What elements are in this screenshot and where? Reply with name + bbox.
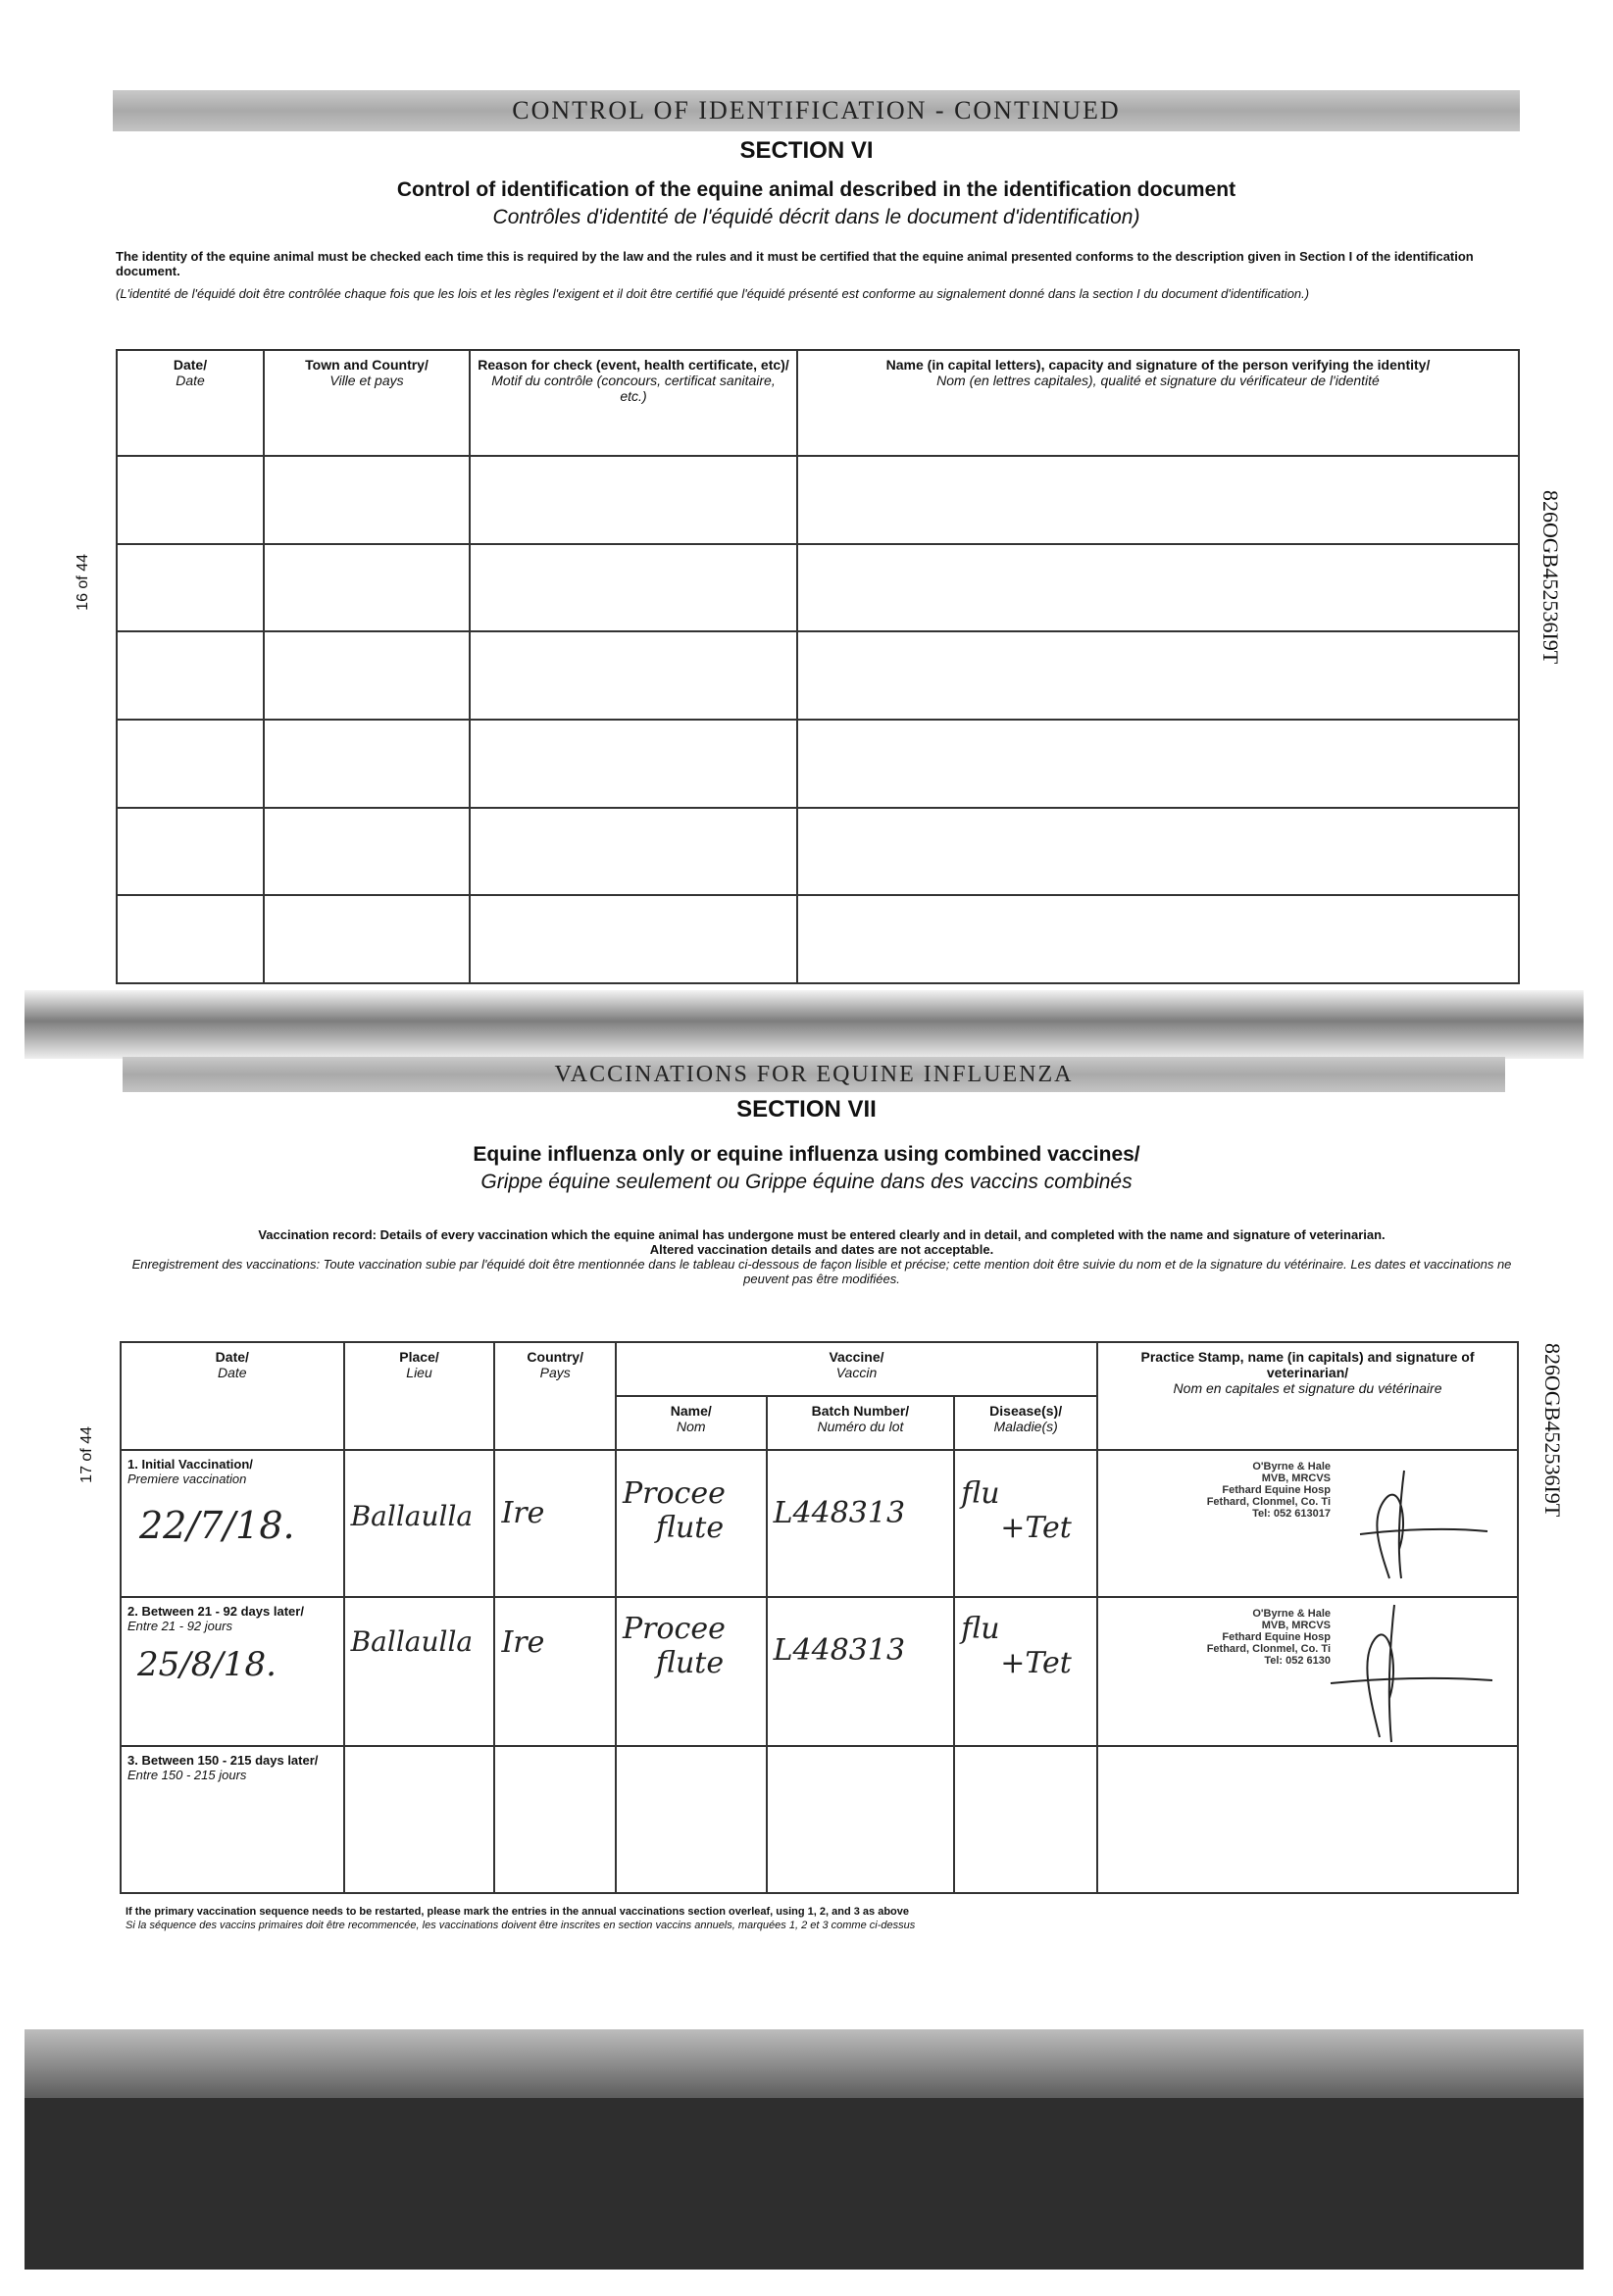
section7-note	[126, 1227, 1518, 1286]
section7-footer-fr: Si la séquence des vaccins primaires doit être recommencée, les vaccinations doivent être inscrites en section vaccins annuels, marquées 1, 2 et 3 comme ci-dessus	[126, 1920, 916, 1931]
section7-title-fr: Grippe équine seulement ou Grippe équine dans des vaccins combinés	[480, 1171, 1133, 1193]
section7-note-en: Vaccination record: Details of every vaccination which the equine animal has undergone must be entered clearly and in detail, and completed with the name and signature of veterinarian.	[258, 1227, 1386, 1242]
vacc-row1-name[interactable]: Procee flute	[616, 1450, 767, 1597]
vacc-row3-date[interactable]: 3. Between 150 - 215 days later/ Entre 150 - 215 jours	[121, 1746, 344, 1893]
vacc-row2-date[interactable]: 2. Between 21 - 92 days later/ Entre 21 - 92 jours 25/8/18.	[121, 1597, 344, 1746]
vacc-row2-disease[interactable]: flu +Tet	[954, 1597, 1097, 1746]
table-row[interactable]	[117, 720, 1519, 808]
col-date-header: Date/ Date	[117, 350, 264, 456]
vacc-row1-batch[interactable]: L448313	[767, 1450, 955, 1597]
vacc-row2-place[interactable]: Ballaulla	[344, 1597, 495, 1746]
vet-stamp: O'Byrne & Hale MVB, MRCVS Fethard Equine Hosp Fethard, Clonmel, Co. Ti Tel: 052 6130	[1206, 1608, 1331, 1667]
table-row[interactable]	[117, 808, 1519, 896]
vacc-row2-name[interactable]: Procee flute	[616, 1597, 767, 1746]
section6-note-fr: (L'identité de l'équidé doit être contrôlée chaque fois que les lois et les règles l'exigent et il doit être certifié que l'équidé présenté est conforme au signalement donné dans la section I du document d'identification.)	[116, 286, 1310, 301]
vacc-row3-practice[interactable]	[1097, 1746, 1518, 1893]
vacc-row2-practice[interactable]	[1097, 1597, 1518, 1746]
vacc-batch-header: Batch Number/ Numéro du lot	[767, 1396, 955, 1450]
vet-signature-icon	[1331, 1461, 1497, 1588]
table-row[interactable]	[117, 895, 1519, 983]
vacc-row3-name[interactable]	[616, 1746, 767, 1893]
vacc-row1-practice[interactable]	[1097, 1450, 1518, 1597]
section7-label: SECTION VII	[736, 1096, 877, 1123]
scan-gradient-band	[25, 2029, 1584, 2098]
vacc-row1-country[interactable]: Ire	[494, 1450, 616, 1597]
section6-title-fr: Contrôles d'identité de l'équidé décrit dans le document d'identification)	[492, 206, 1140, 228]
table-row[interactable]	[117, 456, 1519, 544]
vacc-practice-header: Practice Stamp, name (in capitals) and signature of veterinarian/ Nom en capitales et signature du vétérinaire	[1097, 1342, 1518, 1450]
passport-id-section7: 826OGB452536I9T	[1540, 1343, 1565, 1518]
scan-dark-area	[25, 2098, 1584, 2270]
table-row[interactable]	[117, 631, 1519, 720]
col-verifier-header: Name (in capital letters), capacity and signature of the person verifying the identity/ Nom (en lettres capitales), qualité et signature du vérificateur de l'identité	[797, 350, 1519, 456]
vacc-row1-disease[interactable]: flu +Tet	[954, 1450, 1097, 1597]
vacc-date-header: Date/ Date	[121, 1342, 344, 1450]
table-row[interactable]	[121, 1450, 1518, 1597]
scan-fold-band	[25, 990, 1584, 1059]
vaccination-table	[120, 1341, 1519, 1894]
table-row[interactable]	[121, 1746, 1518, 1893]
vacc-row2-batch[interactable]: L448313	[767, 1597, 955, 1746]
table-row[interactable]	[117, 544, 1519, 632]
vacc-row1-date[interactable]: 1. Initial Vaccination/ Premiere vaccination 22/7/18.	[121, 1450, 344, 1597]
vacc-disease-header: Disease(s)/ Maladie(s)	[954, 1396, 1097, 1450]
section6-banner: CONTROL OF IDENTIFICATION - CONTINUED	[113, 90, 1520, 131]
vacc-row1-place[interactable]: Ballaulla	[344, 1450, 495, 1597]
passport-id-section6: 826OGB452536I9T	[1538, 490, 1563, 665]
section7-note-fr: Enregistrement des vaccinations: Toute vaccination subie par l'équidé doit être mentionnée dans le tableau ci-dessous de façon lisible et précise; cette mention doit être suivie du nom et de la signature du vétérinaire. Les dates et vaccinations ne peuvent pas être modifiées.	[131, 1257, 1512, 1286]
section6-title-en: Control of identification of the equine animal described in the identification document	[396, 178, 1236, 201]
vacc-vaccine-header: Vaccine/ Vaccin	[616, 1342, 1097, 1396]
table-row[interactable]	[121, 1597, 1518, 1746]
identification-check-table	[116, 349, 1520, 984]
col-reason-header: Reason for check (event, health certificate, etc)/ Motif du contrôle (concours, certificat sanitaire, etc.)	[470, 350, 797, 456]
vet-stamp: O'Byrne & Hale MVB, MRCVS Fethard Equine Hosp Fethard, Clonmel, Co. Ti Tel: 052 613017	[1206, 1461, 1331, 1520]
vet-signature-icon	[1301, 1600, 1497, 1747]
vacc-row3-country[interactable]	[494, 1746, 616, 1893]
vacc-name-header: Name/ Nom	[616, 1396, 767, 1450]
page-number-16: 16 of 44	[75, 554, 91, 611]
col-town-header: Town and Country/ Ville et pays	[264, 350, 470, 456]
section7-footer-en: If the primary vaccination sequence needs to be restarted, please mark the entries in the annual vaccinations section overleaf, using 1, 2, and 3 as above	[126, 1906, 910, 1918]
vacc-place-header: Place/ Lieu	[344, 1342, 495, 1450]
section6-label: SECTION VI	[739, 137, 874, 164]
vacc-row2-country[interactable]: Ire	[494, 1597, 616, 1746]
section7-banner: VACCINATIONS FOR EQUINE INFLUENZA	[123, 1057, 1505, 1092]
vacc-row3-batch[interactable]	[767, 1746, 955, 1893]
vacc-row3-place[interactable]	[344, 1746, 495, 1893]
section6-note-en: The identity of the equine animal must be checked each time this is required by the law and the rules and it must be certified that the equine animal presented conforms to the description given in Section I of the identification document.	[116, 249, 1474, 278]
section7-title-en: Equine influenza only or equine influenza using combined vaccines/	[473, 1143, 1140, 1166]
section7-note-en2: Altered vaccination details and dates are not acceptable.	[649, 1242, 994, 1257]
page-number-17: 17 of 44	[78, 1426, 95, 1483]
vacc-country-header: Country/ Pays	[494, 1342, 616, 1450]
vacc-row3-disease[interactable]	[954, 1746, 1097, 1893]
